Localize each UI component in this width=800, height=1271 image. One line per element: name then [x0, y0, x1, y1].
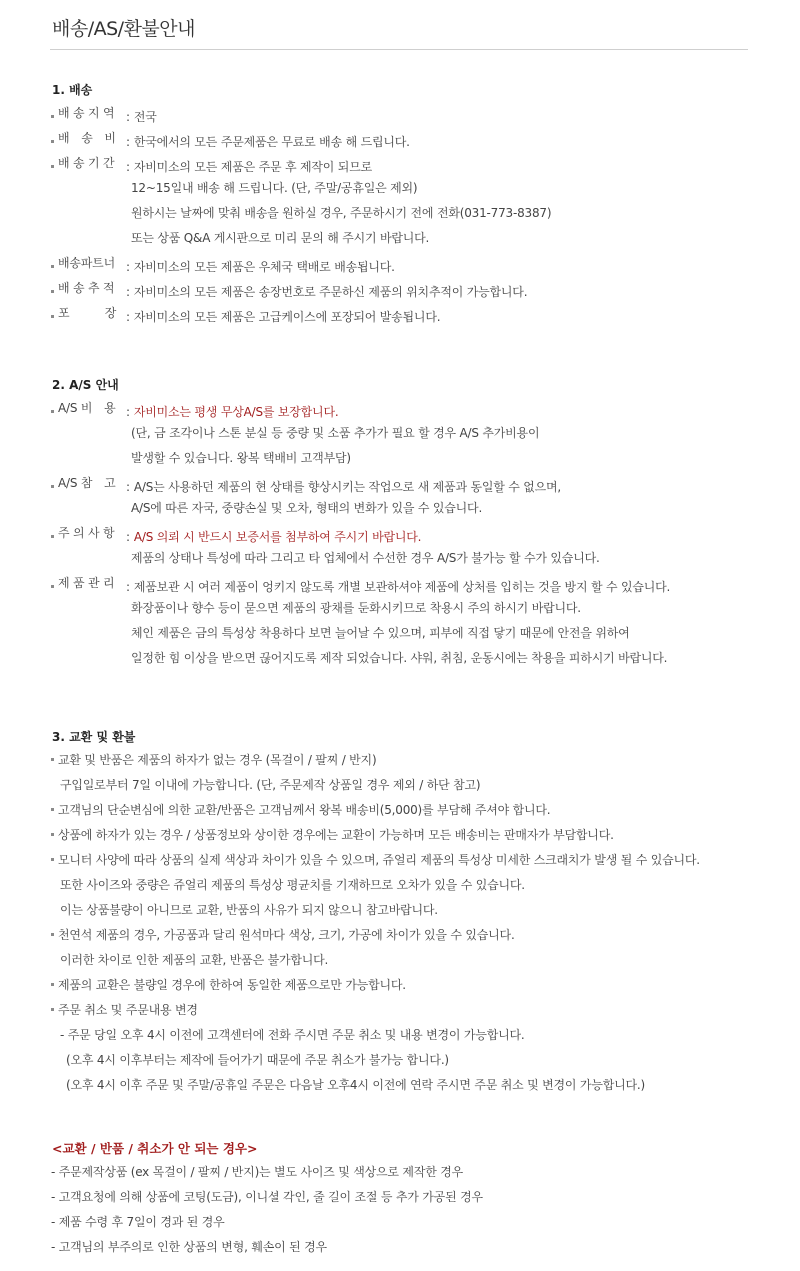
refund-text: 교환 및 반품은 제품의 하자가 없는 경우 (목걸이 / 팔찌 / 반지): [58, 753, 377, 767]
row-continuation: 일정한 힘 이상을 받으면 끊어지도록 제작 되었습니다. 샤워, 취침, 운동시에는 착용을 피하시기 바랍니다.: [131, 651, 668, 665]
refund-line: [60, 952, 328, 968]
refund-text: 고객님의 단순변심에 의한 교환/반품은 고객님께서 왕복 배송비(5,000)를 부담해 주셔야 합니다.: [58, 803, 551, 817]
refund-line: [51, 927, 515, 943]
bullet-icon: [51, 410, 54, 413]
row-value: A/S는 사용하던 제품의 현 상태를 향상시키는 작업으로 새 제품과 동일할 수 없으며,: [133, 480, 562, 494]
row-value: 전국: [133, 110, 157, 124]
refund-text: - 주문 당일 오후 4시 이전에 고객센터에 전화 주시면 주문 취소 및 내용 변경이 가능합니다.: [60, 1028, 525, 1042]
bullet-icon: [51, 140, 54, 143]
title-divider: [50, 49, 748, 50]
no-refund-line: - 제품 수령 후 7일이 경과 된 경우: [51, 1215, 225, 1229]
refund-line: [60, 902, 438, 918]
refund-line: [51, 827, 614, 843]
row-label: 배 송 추 적: [58, 281, 115, 295]
refund-line: [51, 802, 550, 818]
bullet-icon: [51, 833, 54, 836]
section-heading: 3. 교환 및 환불: [52, 730, 136, 744]
row-value: 자비미소는 평생 무상A/S를 보장합니다.: [133, 405, 339, 419]
row-value: 자비미소의 모든 제품은 송장번호로 주문하신 제품의 위치추적이 가능합니다.: [133, 285, 528, 299]
row-continuation: 화장품이나 향수 등이 묻으면 제품의 광채를 둔화시키므로 착용시 주의 하시기 바랍니다.: [131, 601, 581, 615]
bullet-icon: [51, 585, 54, 588]
refund-line: [51, 1002, 198, 1018]
row-continuation: 발생할 수 있습니다. 왕복 택배비 고객부담): [131, 451, 351, 465]
section-heading: 2. A/S 안내: [52, 378, 119, 392]
row-label: 포 장: [58, 306, 117, 320]
row-continuation: 또는 상품 Q&A 게시판으로 미리 문의 해 주시기 바랍니다.: [131, 231, 430, 245]
bullet-icon: [51, 535, 54, 538]
colon-separator: :: [126, 260, 130, 274]
row-continuation: A/S에 따른 자국, 중량손실 및 오차, 형태의 변화가 있을 수 있습니다.: [131, 501, 483, 515]
info-row: [51, 130, 410, 150]
refund-text: (오후 4시 이후부터는 제작에 들어가기 때문에 주문 취소가 불가능 합니다.): [66, 1053, 449, 1067]
section-heading: 1. 배송: [52, 83, 93, 97]
row-label: 주 의 사 항: [58, 526, 115, 540]
refund-text: 제품의 교환은 불량일 경우에 한하여 동일한 제품으로만 가능합니다.: [58, 978, 406, 992]
bullet-icon: [51, 858, 54, 861]
info-row: [51, 305, 440, 325]
refund-text: 이러한 차이로 인한 제품의 교환, 반품은 불가합니다.: [60, 953, 329, 967]
row-label: 배 송 비: [58, 131, 116, 145]
bullet-icon: [51, 485, 54, 488]
row-label: 제 품 관 리: [58, 576, 115, 590]
bullet-icon: [51, 265, 54, 268]
row-label: A/S 비 용: [58, 401, 116, 415]
row-continuation: (단, 금 조각이나 스톤 분실 등 중량 및 소품 추가가 필요 할 경우 A/S 추가비용이: [131, 426, 540, 440]
info-row: [51, 475, 561, 495]
no-refund-line: - 주문제작상품 (ex 목걸이 / 팔찌 / 반지)는 별도 사이즈 및 색상으로 제작한 경우: [51, 1165, 464, 1179]
row-continuation: 체인 제품은 금의 특성상 착용하다 보면 늘어날 수 있으며, 피부에 직접 닿기 때문에 안전을 위하여: [131, 626, 630, 640]
info-row: [51, 255, 395, 275]
colon-separator: :: [126, 405, 130, 419]
refund-text: 주문 취소 및 주문내용 변경: [58, 1003, 198, 1017]
no-refund-line: - 고객님의 부주의로 인한 상품의 변형, 훼손이 된 경우: [51, 1240, 327, 1254]
colon-separator: :: [126, 480, 130, 494]
row-continuation: 12~15일내 배송 해 드립니다. (단, 주말/공휴일은 제외): [131, 181, 418, 195]
bullet-icon: [51, 983, 54, 986]
info-row: [51, 105, 157, 125]
colon-separator: :: [126, 135, 130, 149]
row-label: 배 송 지 역: [58, 106, 115, 120]
colon-separator: :: [126, 285, 130, 299]
bullet-icon: [51, 758, 54, 761]
colon-separator: :: [126, 310, 130, 324]
no-refund-line: - 고객요청에 의해 상품에 코팅(도금), 이니셜 각인, 줄 길이 조절 등 추가 가공된 경우: [51, 1190, 483, 1204]
page-title: 배송/AS/환불안내: [52, 18, 195, 40]
info-row: [51, 155, 372, 175]
bullet-icon: [51, 933, 54, 936]
row-value: 자비미소의 모든 제품은 주문 후 제작이 되므로: [133, 160, 372, 174]
refund-text: 또한 사이즈와 중량은 쥬얼리 제품의 특성상 평균치를 기재하므로 오차가 있을 수 있습니다.: [60, 878, 525, 892]
refund-line: [60, 1027, 525, 1043]
row-continuation: 원하시는 날짜에 맞춰 배송을 원하실 경우, 주문하시기 전에 전화(031-773-8387): [131, 206, 552, 220]
refund-text: 이는 상품불량이 아니므로 교환, 반품의 사유가 되지 않으니 참고바랍니다.: [60, 903, 438, 917]
refund-text: 모니터 사양에 따라 상품의 실제 색상과 차이가 있을 수 있으며, 쥬얼리 제품의 특성상 미세한 스크래치가 발생 될 수 있습니다.: [58, 853, 700, 867]
refund-text: 천연석 제품의 경우, 가공품과 달리 원석마다 색상, 크기, 가공에 차이가 있을 수 있습니다.: [58, 928, 515, 942]
row-value: A/S 의뢰 시 반드시 보증서를 첨부하여 주시기 바랍니다.: [133, 530, 422, 544]
refund-text: 구입일로부터 7일 이내에 가능합니다. (단, 주문제작 상품일 경우 제외 / 하단 참고): [60, 778, 481, 792]
row-label: 배 송 기 간: [58, 156, 115, 170]
colon-separator: :: [126, 530, 130, 544]
refund-line: [51, 852, 700, 868]
refund-text: (오후 4시 이후 주문 및 주말/공휴일 주문은 다음날 오후4시 이전에 연락 주시면 주문 취소 및 변경이 가능합니다.): [66, 1078, 645, 1092]
colon-separator: :: [126, 110, 130, 124]
refund-text: 상품에 하자가 있는 경우 / 상품정보와 상이한 경우에는 교환이 가능하며 모든 배송비는 판매자가 부담합니다.: [58, 828, 614, 842]
row-label: 배송파트너: [58, 256, 115, 270]
refund-line: [51, 752, 376, 768]
colon-separator: :: [126, 580, 130, 594]
refund-line: [60, 877, 525, 893]
refund-line: [60, 777, 480, 793]
refund-line: [66, 1077, 645, 1093]
no-refund-heading: <교환 / 반품 / 취소가 안 되는 경우>: [52, 1141, 258, 1156]
bullet-icon: [51, 115, 54, 118]
bullet-icon: [51, 165, 54, 168]
info-row: [51, 400, 338, 420]
refund-line: [66, 1052, 449, 1068]
colon-separator: :: [126, 160, 130, 174]
refund-line: [51, 977, 406, 993]
info-row: [51, 525, 421, 545]
info-row: [51, 575, 670, 595]
bullet-icon: [51, 808, 54, 811]
row-label: A/S 참 고: [58, 476, 116, 490]
bullet-icon: [51, 290, 54, 293]
row-value: 자비미소의 모든 제품은 고급케이스에 포장되어 발송됩니다.: [133, 310, 441, 324]
info-row: [51, 280, 527, 300]
row-continuation: 제품의 상태나 특성에 따라 그리고 타 업체에서 수선한 경우 A/S가 불가능 할 수가 있습니다.: [131, 551, 600, 565]
row-value: 한국에서의 모든 주문제품은 무료로 배송 해 드립니다.: [133, 135, 410, 149]
bullet-icon: [51, 315, 54, 318]
row-value: 제품보관 시 여러 제품이 엉키지 않도록 개별 보관하셔야 제품에 상처를 입히는 것을 방지 할 수 있습니다.: [133, 580, 671, 594]
bullet-icon: [51, 1008, 54, 1011]
row-value: 자비미소의 모든 제품은 우체국 택배로 배송됩니다.: [133, 260, 395, 274]
